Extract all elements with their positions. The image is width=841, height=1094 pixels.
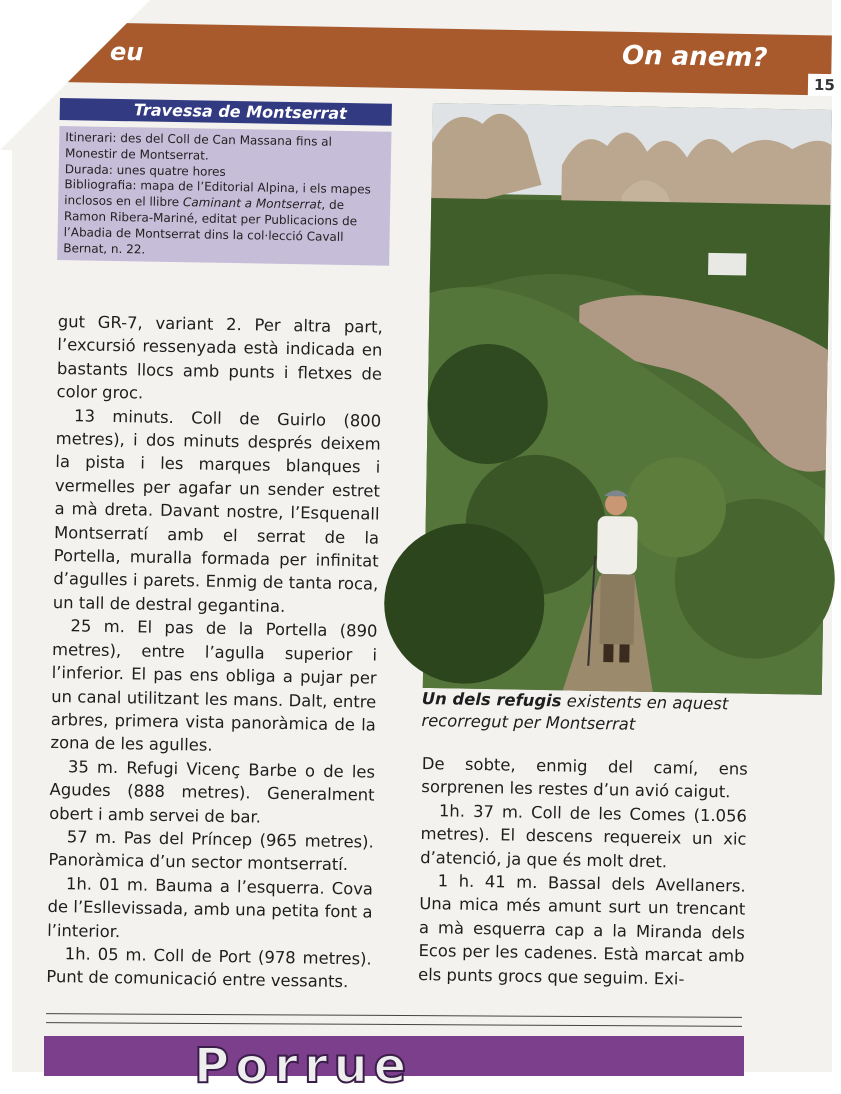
biblio-text-b: , de Ramon Ribera-Mariné, editat per Publicacions de l’Abadia de Montserrat dins la col·lecció Cavall Bernat, n. 22.	[63, 197, 358, 257]
info-bibliography	[63, 177, 384, 262]
caption-bold: Un dels refugis	[421, 688, 562, 711]
paragraph: 13 minuts. Coll de Guirlo (800 metres), i dos minuts després deixem la pista i les marques blanques i vermelles per agafar un sender estret a mà dreta. Davant nostre, l’Esquenall Montserratí amb el serrat de la Portella, muralla formada per infinitat d’agulles i parets. Enmig de tanta roca, un tall de destral gegantina.	[52, 405, 382, 616]
paragraph: 25 m. El pas de la Portella (890 metres), entre l’agulla superior i l’inferior. El pas ens obliga a pujar per un canal utilitzant les mans. Dalt, entre arbres, primera vista panoràmica de la zona de les agulles.	[50, 616, 378, 756]
section-header-left: eu	[109, 37, 144, 67]
paragraph: 1h. 01 m. Bauma a l’esquerra. Cova de l’Esllevissada, amb una petita font a l’interior.	[47, 873, 374, 941]
photo-caption	[421, 688, 752, 738]
info-box-body	[57, 126, 391, 266]
info-duration: Durada: unes quatre hores	[64, 161, 226, 179]
article-column-left	[46, 310, 383, 994]
paragraph: gut GR-7, variant 2. Per altra part, l’excursió ressenyada està indicada en bastants llocs amb punts i fletxes de color groc.	[56, 311, 383, 403]
photo-hiker-montserrat	[423, 103, 832, 695]
caption-text: existents en aquest recorregut per Montserrat	[421, 691, 729, 734]
paragraph: 35 m. Refugi Vicenç Barbe o de les Agudes (888 metres). Generalment obert i amb servei de bar.	[49, 756, 376, 827]
biblio-text-a: Bibliografia: mapa de l’Editorial Alpina, i els mapes inclosos en el llibre	[64, 177, 371, 210]
page-number: 15	[808, 74, 841, 97]
paragraph: 57 m. Pas del Príncep (965 metres). Panoràmica d’un sector montserratí.	[48, 827, 374, 875]
paragraph: 1 h. 41 m. Bassal dels Avellaners. Una mica més amunt surt un trencant a mà esquerra cap a la Miranda dels Ecos per les cadenes. Està marcat amb els punts grocs que seguim. Exi-	[417, 871, 746, 989]
biblio-book-title: Caminant a Montserrat	[182, 195, 322, 212]
next-section-banner	[44, 1036, 744, 1094]
paragraph: 1h. 37 m. Coll de les Comes (1.056 metres). El descens requereix un xic d’atenció, ja que és molt dret.	[419, 801, 748, 871]
info-box-title: Travessa de Montserrat	[60, 98, 392, 126]
banner-title: Porrue	[194, 1038, 413, 1094]
article-column-right	[418, 752, 748, 992]
page-margin	[0, 150, 12, 1072]
photo-illustration	[423, 103, 832, 695]
divider-line	[46, 1022, 742, 1027]
paragraph: De sobte, enmig del camí, ens sorprenen les restes d’un avió caigut.	[421, 753, 748, 802]
info-itinerary: Itinerari: des del Coll de Can Massana fins al Monestir de Montserrat.	[64, 130, 333, 163]
divider-line	[46, 1013, 742, 1018]
section-header-title: On anem?	[621, 40, 768, 74]
info-box	[57, 98, 392, 266]
paragraph: 1h. 05 m. Coll de Port (978 metres). Punt de comunicació entre vessants.	[46, 944, 372, 992]
